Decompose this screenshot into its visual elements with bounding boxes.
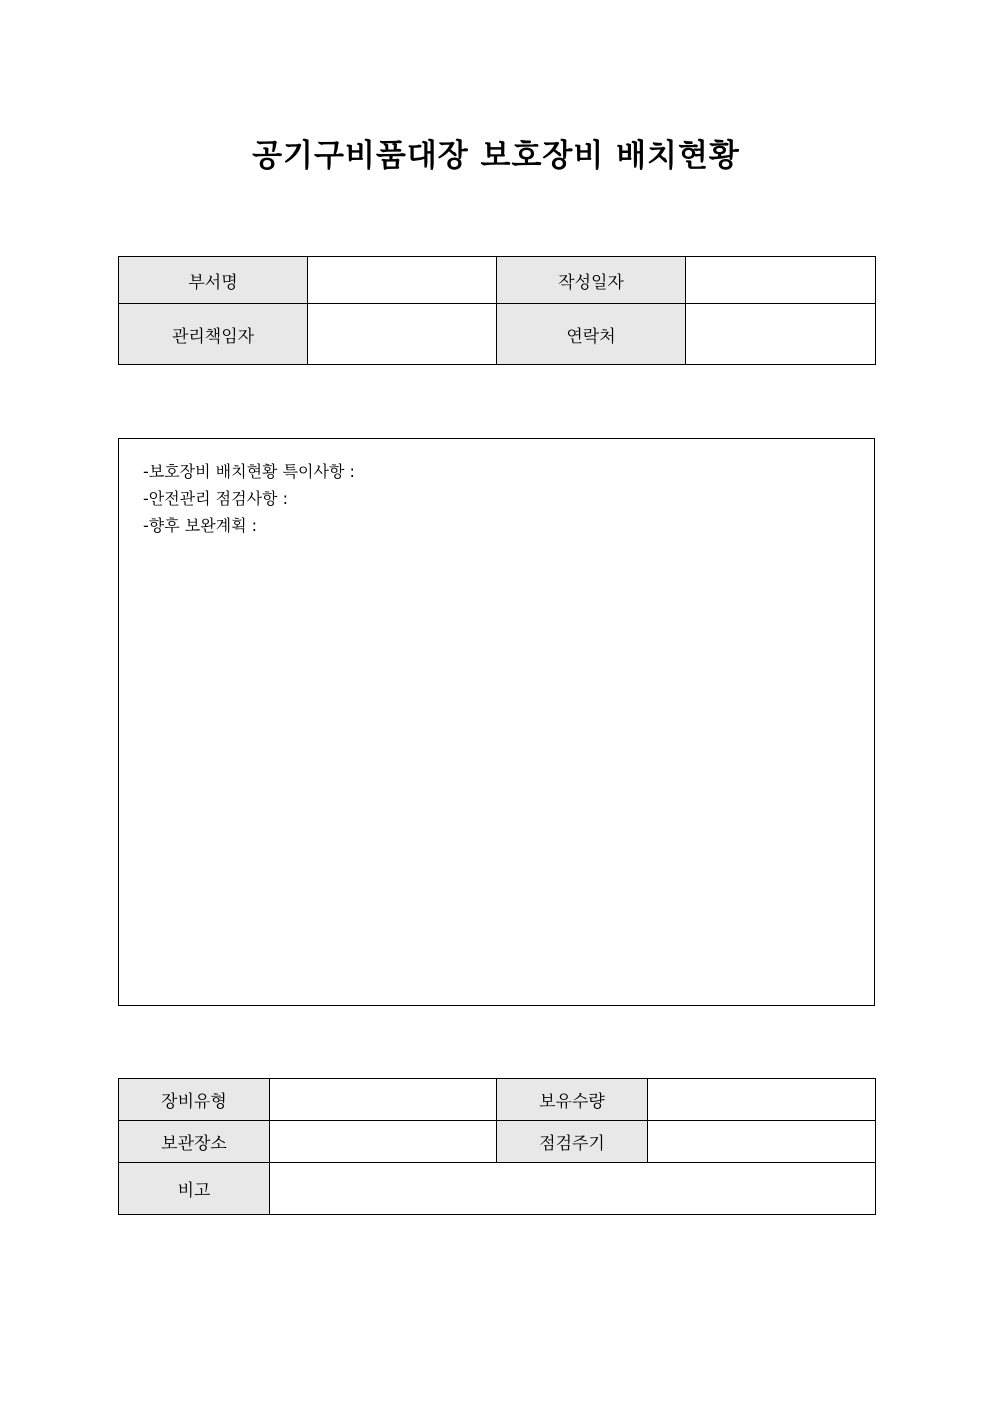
- equipment-type-field[interactable]: [270, 1079, 497, 1121]
- remarks-field[interactable]: [270, 1163, 876, 1215]
- quantity-field[interactable]: [648, 1079, 876, 1121]
- manager-label: 관리책임자: [119, 304, 308, 365]
- contact-label: 연락처: [497, 304, 686, 365]
- equipment-row-storage: [119, 1121, 876, 1163]
- equipment-type-label: 장비유형: [119, 1079, 270, 1121]
- note-line-special-remarks: -보호장비 배치현황 특이사항 :: [143, 462, 355, 481]
- inspection-cycle-field[interactable]: [648, 1121, 876, 1163]
- info-table: [118, 256, 876, 365]
- note-line-safety-inspection: -안전관리 점검사항 :: [143, 489, 288, 508]
- notes-box[interactable]: [118, 438, 875, 1006]
- inspection-cycle-label: 점검주기: [497, 1121, 648, 1163]
- equipment-row-type: [119, 1079, 876, 1121]
- storage-label: 보관장소: [119, 1121, 270, 1163]
- quantity-label: 보유수량: [497, 1079, 648, 1121]
- department-field[interactable]: [308, 257, 497, 304]
- document-title: 공기구비품대장 보호장비 배치현황: [252, 138, 740, 174]
- manager-field[interactable]: [308, 304, 497, 365]
- department-label: 부서명: [119, 257, 308, 304]
- date-label: 작성일자: [497, 257, 686, 304]
- date-field[interactable]: [686, 257, 876, 304]
- notes-list: [143, 458, 355, 539]
- info-row-department: [119, 257, 876, 304]
- equipment-table: [118, 1078, 876, 1215]
- info-row-manager: [119, 304, 876, 365]
- storage-field[interactable]: [270, 1121, 497, 1163]
- remarks-label: 비고: [119, 1163, 270, 1215]
- equipment-row-remarks: [119, 1163, 876, 1215]
- note-line-future-plan: -향후 보완계획 :: [143, 516, 258, 535]
- contact-field[interactable]: [686, 304, 876, 365]
